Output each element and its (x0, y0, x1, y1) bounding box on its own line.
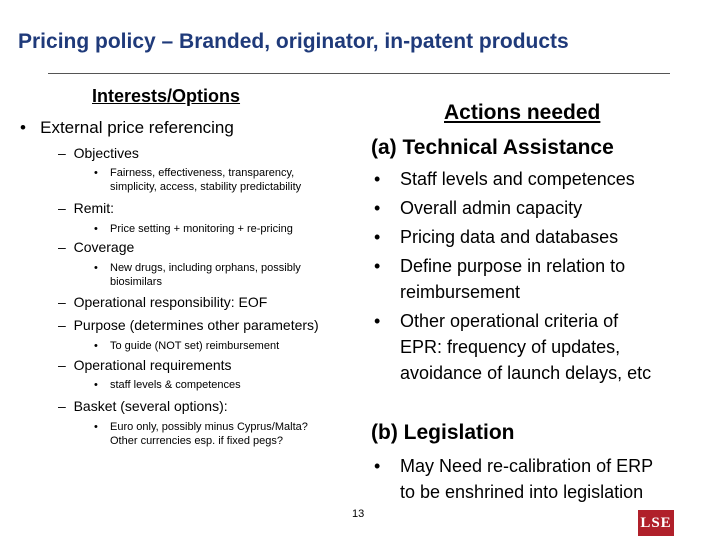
slide-title: Pricing policy – Branded, originator, in-patent products (18, 30, 569, 53)
bullet-dot: • (374, 256, 381, 276)
bullet-line: to be enshrined into legislation (400, 482, 644, 502)
bullet-dot: • (374, 311, 381, 331)
detail-line-1: Price setting + monitoring + re-pricing (110, 223, 293, 235)
bullet-dot: • (374, 456, 381, 476)
page-number: 13 (352, 508, 365, 520)
bullet-line: avoidance of launch delays, etc (400, 363, 652, 383)
remit-detail (94, 222, 293, 236)
sub-basket (58, 398, 228, 414)
detail-line-1: New drugs, including orphans, possibly (110, 262, 301, 274)
detail-line-2: biosimilars (110, 276, 162, 288)
sub-label: Objectives (73, 145, 139, 161)
right-heading: Actions needed (444, 101, 601, 124)
bullet-text: External price referencing (40, 118, 234, 137)
bullet-dot: • (374, 169, 381, 189)
dash-marker: – (58, 398, 66, 414)
coverage-detail (94, 261, 301, 288)
bullet-line: Overall admin capacity (400, 198, 583, 218)
logo-text: LSE (640, 514, 672, 531)
dot-marker: • (94, 379, 98, 391)
bullet-dot: • (374, 227, 381, 247)
bullet-dot: • (20, 118, 26, 137)
bullet-line: May Need re-calibration of ERP (400, 456, 654, 476)
sub-label: Coverage (73, 239, 135, 255)
bullet-line: EPR: frequency of updates, (400, 337, 621, 357)
sub-operational-requirements (58, 357, 232, 373)
sub-coverage (58, 239, 134, 255)
detail-line-1: Euro only, possibly minus Cyprus/Malta? (110, 421, 308, 433)
dot-marker: • (94, 421, 98, 433)
sub-purpose (58, 317, 319, 333)
sub-label: Basket (several options): (73, 398, 228, 414)
purpose-detail (94, 339, 280, 353)
detail-line-2: Other currencies esp. if fixed pegs? (110, 435, 284, 447)
bullet-line: reimbursement (400, 282, 521, 302)
sub-label: Purpose (determines other parameters) (73, 317, 319, 333)
objectives-detail (94, 166, 302, 193)
sub-label: Operational requirements (73, 357, 232, 373)
sub-objectives (58, 145, 139, 161)
bullet-dot: • (374, 198, 381, 218)
sub-operational-responsibility (58, 294, 267, 310)
bullet-line: Other operational criteria of (400, 311, 619, 331)
bullet-external-price-referencing (20, 118, 234, 138)
dash-marker: – (58, 145, 66, 161)
dot-marker: • (94, 223, 98, 235)
dot-marker: • (94, 340, 98, 352)
detail-line-1: Fairness, effectiveness, transparency, (110, 167, 295, 179)
bullet-line: Pricing data and databases (400, 227, 619, 247)
dash-marker: – (58, 357, 66, 373)
bullet-line: Define purpose in relation to (400, 256, 626, 276)
technical-assistance-heading: (a) Technical Assistance (371, 136, 614, 159)
sub-label: Operational responsibility: EOF (73, 294, 268, 310)
lse-logo (638, 510, 674, 536)
legislation-heading: (b) Legislation (371, 421, 515, 444)
dash-marker: – (58, 317, 66, 333)
title-divider (48, 73, 670, 74)
basket-detail (94, 420, 308, 447)
left-heading: Interests/Options (92, 86, 241, 106)
bullet-line: Staff levels and competences (400, 169, 635, 189)
dash-marker: – (58, 200, 66, 216)
dot-marker: • (94, 167, 98, 179)
dash-marker: – (58, 294, 66, 310)
dash-marker: – (58, 239, 66, 255)
detail-line-1: To guide (NOT set) reimbursement (110, 340, 280, 352)
detail-line-2: simplicity, access, stability predictability (110, 181, 302, 193)
sub-label: Remit: (73, 200, 115, 216)
sub-remit (58, 200, 114, 216)
detail-line-1: staff levels & competences (110, 379, 241, 391)
dot-marker: • (94, 262, 98, 274)
op-req-detail (94, 378, 241, 392)
